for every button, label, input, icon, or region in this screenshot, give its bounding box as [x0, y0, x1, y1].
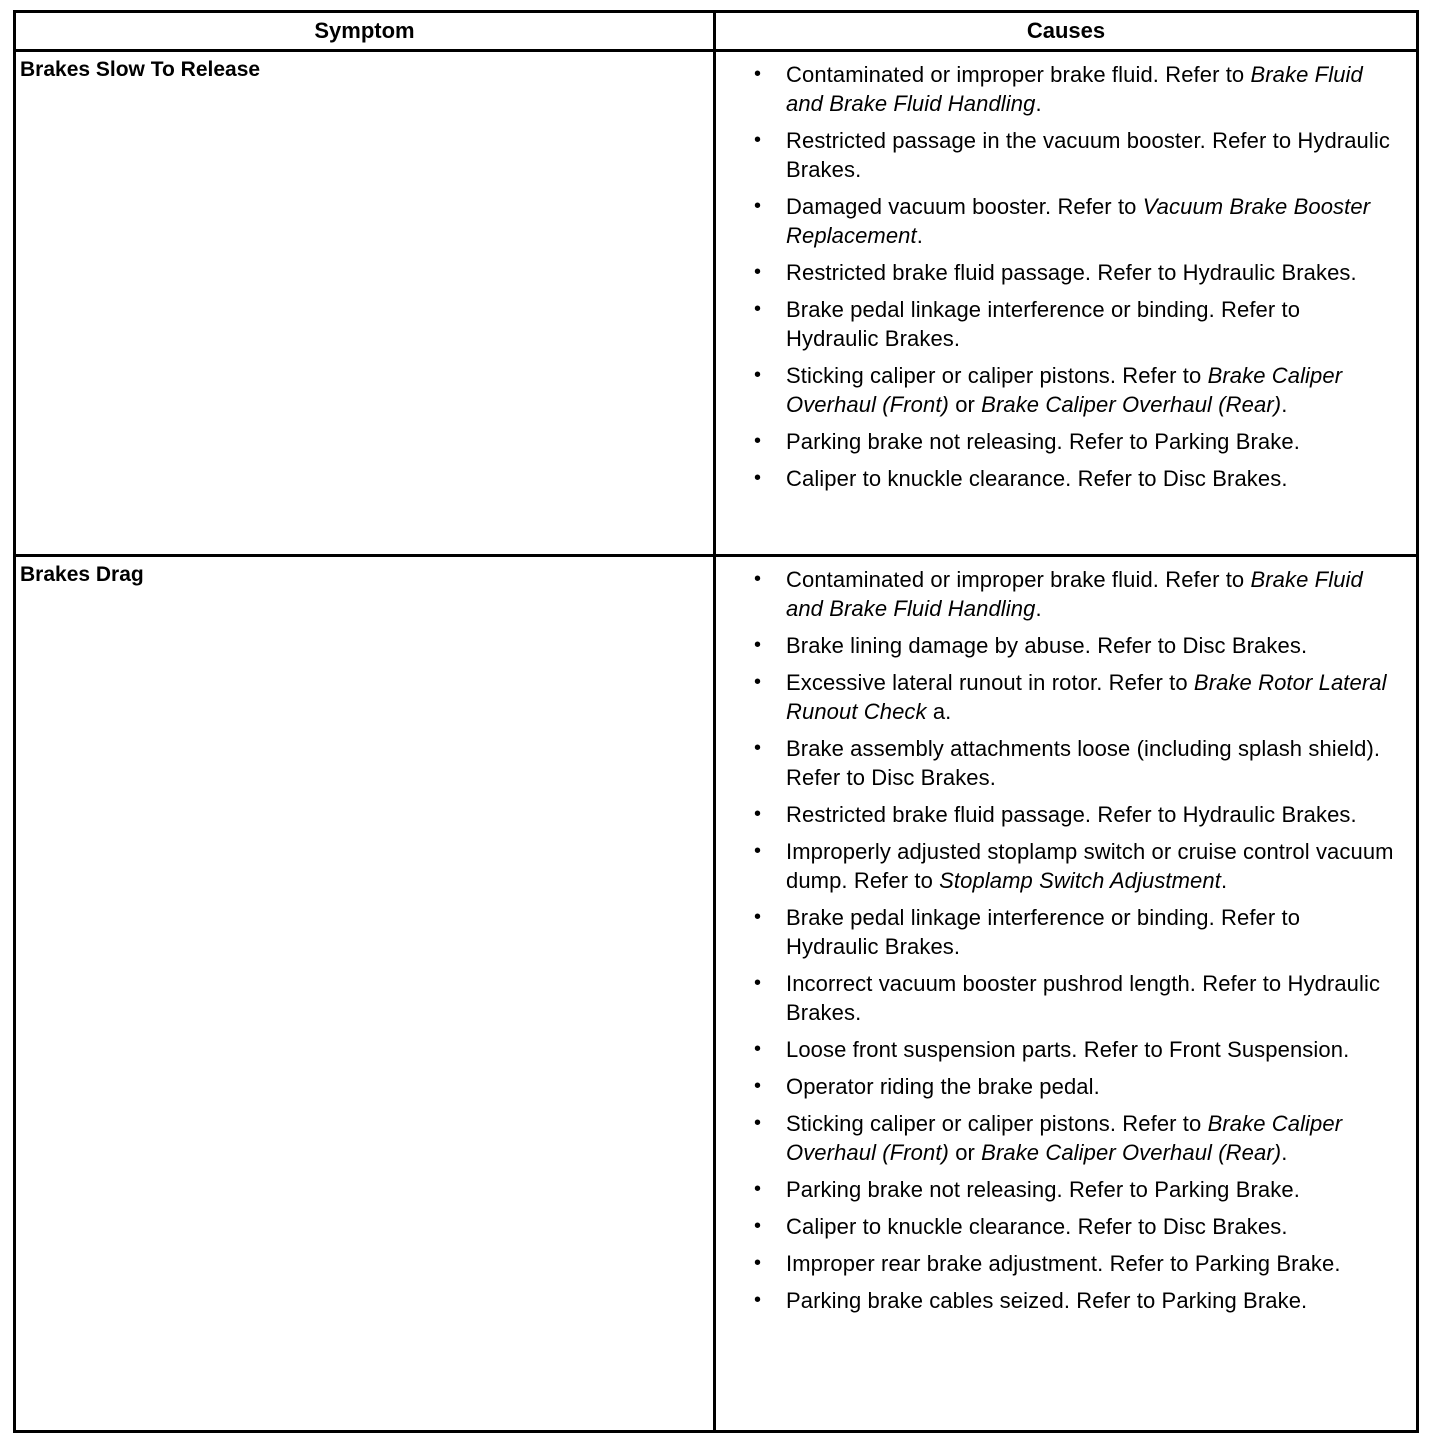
cause-reference: Hydraulic Brakes — [786, 934, 954, 959]
cause-text: Incorrect vacuum booster pushrod length. Refer to — [786, 971, 1288, 996]
symptom-header: Symptom — [15, 12, 715, 51]
causes-cell — [715, 51, 1418, 556]
bullet-icon: • — [754, 972, 762, 994]
cause-text: Restricted brake fluid passage. Refer to — [786, 260, 1183, 285]
cause-text: Parking brake not releasing. Refer to — [786, 1177, 1155, 1202]
cause-text: Operator riding the brake pedal. — [786, 1074, 1100, 1099]
cause-reference: Disc Brakes — [1162, 1214, 1282, 1239]
symptom-cell: Brakes Slow To Release — [15, 51, 715, 556]
header-row — [15, 12, 1418, 51]
cause-text: Brake pedal linkage interference or binding. Refer to — [786, 905, 1301, 930]
bullet-icon: • — [754, 195, 762, 217]
cause-item — [754, 969, 1396, 1027]
cause-tail: . — [855, 1000, 862, 1025]
cause-item — [754, 734, 1396, 792]
cause-text: Brake pedal linkage interference or binding. Refer to — [786, 297, 1301, 322]
cause-text: Improperly adjusted stoplamp switch or cruise control vacuum dump. Refer to — [786, 839, 1394, 893]
cause-item — [754, 295, 1396, 353]
cause-reference: Hydraulic Brakes — [786, 326, 954, 351]
diagnosis-table — [13, 10, 1419, 1433]
bullet-icon: • — [754, 634, 762, 656]
cause-item — [754, 1035, 1396, 1064]
cause-item — [754, 1175, 1396, 1204]
cause-tail: . — [1334, 1251, 1341, 1276]
cause-reference: Brake Caliper Overhaul (Rear) — [981, 392, 1282, 417]
cause-text: Caliper to knuckle clearance. Refer to — [786, 466, 1163, 491]
cause-tail: . — [953, 326, 961, 351]
cause-tail: . — [1350, 260, 1357, 285]
cause-item — [754, 126, 1396, 184]
bullet-icon: • — [754, 671, 762, 693]
bullet-icon: • — [754, 1252, 762, 1274]
cause-item — [754, 631, 1396, 660]
cause-reference: Disc Brakes — [871, 765, 990, 790]
cause-tail: . — [1035, 596, 1042, 621]
cause-text: Damaged vacuum booster. Refer to — [786, 194, 1143, 219]
cause-item — [754, 1249, 1396, 1278]
cause-text: Excessive lateral runout in rotor. Refer to — [786, 670, 1194, 695]
cause-text: Restricted brake fluid passage. Refer to — [786, 802, 1183, 827]
cause-item — [754, 361, 1396, 419]
cause-item — [754, 464, 1396, 493]
cause-connector: or — [948, 392, 982, 417]
bullet-icon: • — [754, 803, 762, 825]
table-body — [15, 51, 1418, 1432]
cause-item — [754, 1212, 1396, 1241]
cause-text: Contaminated or improper brake fluid. Refer to — [786, 567, 1251, 592]
bullet-icon: • — [754, 1112, 762, 1134]
cause-text: Parking brake not releasing. Refer to — [786, 429, 1155, 454]
bullet-icon: • — [754, 1075, 762, 1097]
cause-tail: . — [1035, 91, 1042, 116]
cause-item — [754, 837, 1396, 895]
cause-reference: Disc Brakes — [1182, 633, 1301, 658]
cause-reference: Parking Brake — [1161, 1288, 1302, 1313]
causes-header: Causes — [715, 12, 1418, 51]
cause-text: Brake assembly attachments loose (including splash shield). Refer to — [786, 736, 1381, 790]
bullet-icon: • — [754, 129, 762, 151]
bullet-icon: • — [754, 737, 762, 759]
cause-list — [716, 52, 1416, 501]
cause-tail: . — [1220, 868, 1228, 893]
cause-tail: a. — [926, 699, 952, 724]
cause-text: Sticking caliper or caliper pistons. Refer to — [786, 363, 1208, 388]
cause-reference: Stoplamp Switch Adjustment — [939, 868, 1221, 893]
bullet-icon: • — [754, 364, 762, 386]
cause-item — [754, 903, 1396, 961]
cause-reference: Parking Brake — [1194, 1251, 1335, 1276]
cause-item — [754, 258, 1396, 287]
cause-tail: . — [1301, 1288, 1308, 1313]
cause-tail: . — [855, 157, 862, 182]
symptom-cell: Brakes Drag — [15, 556, 715, 1432]
cause-list — [716, 557, 1416, 1323]
cause-reference: Brake Fluid and Brake Fluid Handling — [786, 62, 1363, 116]
cause-item — [754, 192, 1396, 250]
cause-reference: Parking Brake — [1154, 429, 1294, 454]
cause-item — [754, 1286, 1396, 1315]
cause-tail: . — [916, 223, 923, 248]
bullet-icon: • — [754, 840, 762, 862]
bullet-icon: • — [754, 467, 762, 489]
cause-item — [754, 60, 1396, 118]
bullet-icon: • — [754, 63, 762, 85]
cause-reference: Front Suspension — [1169, 1037, 1344, 1062]
cause-connector: or — [948, 1140, 982, 1165]
cause-tail: . — [1300, 633, 1308, 658]
cause-reference: Brake Caliper Overhaul (Front) — [786, 363, 1343, 417]
bullet-icon: • — [754, 1289, 762, 1311]
cause-text: Loose front suspension parts. Refer to — [786, 1037, 1170, 1062]
cause-reference: Hydraulic Brakes — [1182, 260, 1351, 285]
cause-reference: Brake Caliper Overhaul (Rear) — [981, 1140, 1282, 1165]
cause-tail: . — [1281, 1214, 1288, 1239]
cause-tail: . — [953, 934, 961, 959]
cause-tail: . — [1350, 802, 1357, 827]
cause-item — [754, 427, 1396, 456]
cause-text: Caliper to knuckle clearance. Refer to — [786, 1214, 1163, 1239]
bullet-icon: • — [754, 1215, 762, 1237]
cause-tail: . — [989, 765, 996, 790]
cause-text: Improper rear brake adjustment. Refer to — [786, 1251, 1195, 1276]
cause-text: Contaminated or improper brake fluid. Refer to — [786, 62, 1251, 87]
cause-tail: . — [1281, 466, 1288, 491]
cause-item — [754, 565, 1396, 623]
bullet-icon: • — [754, 430, 762, 452]
cause-item — [754, 1072, 1396, 1101]
cause-tail: . — [1281, 392, 1288, 417]
cause-reference: Hydraulic Brakes — [786, 971, 1381, 1025]
cause-reference: Disc Brakes — [1162, 466, 1282, 491]
bullet-icon: • — [754, 906, 762, 928]
cause-item — [754, 668, 1396, 726]
bullet-icon: • — [754, 1178, 762, 1200]
cause-text: Restricted passage in the vacuum booster. Refer to — [786, 128, 1298, 153]
cause-text: Brake lining damage by abuse. Refer to — [786, 633, 1183, 658]
cause-reference: Parking Brake — [1154, 1177, 1294, 1202]
cause-tail: . — [1293, 1177, 1300, 1202]
cause-tail: . — [1293, 429, 1300, 454]
cause-item — [754, 800, 1396, 829]
cause-reference: Brake Fluid and Brake Fluid Handling — [786, 567, 1363, 621]
bullet-icon: • — [754, 568, 762, 590]
cause-reference: Hydraulic Brakes — [1182, 802, 1351, 827]
table-row — [15, 556, 1418, 1432]
cause-tail: . — [1281, 1140, 1288, 1165]
cause-reference: Hydraulic Brakes — [786, 128, 1390, 182]
cause-reference: Brake Rotor Lateral Runout Check — [786, 670, 1387, 724]
bullet-icon: • — [754, 298, 762, 320]
bullet-icon: • — [754, 261, 762, 283]
cause-reference: Brake Caliper Overhaul (Front) — [786, 1111, 1343, 1165]
bullet-icon: • — [754, 1038, 762, 1060]
cause-text: Parking brake cables seized. Refer to — [786, 1288, 1162, 1313]
cause-tail: . — [1343, 1037, 1350, 1062]
cause-item — [754, 1109, 1396, 1167]
cause-text: Sticking caliper or caliper pistons. Refer to — [786, 1111, 1208, 1136]
causes-cell — [715, 556, 1418, 1432]
table-row — [15, 51, 1418, 556]
cause-reference: Vacuum Brake Booster Replacement — [786, 194, 1371, 248]
